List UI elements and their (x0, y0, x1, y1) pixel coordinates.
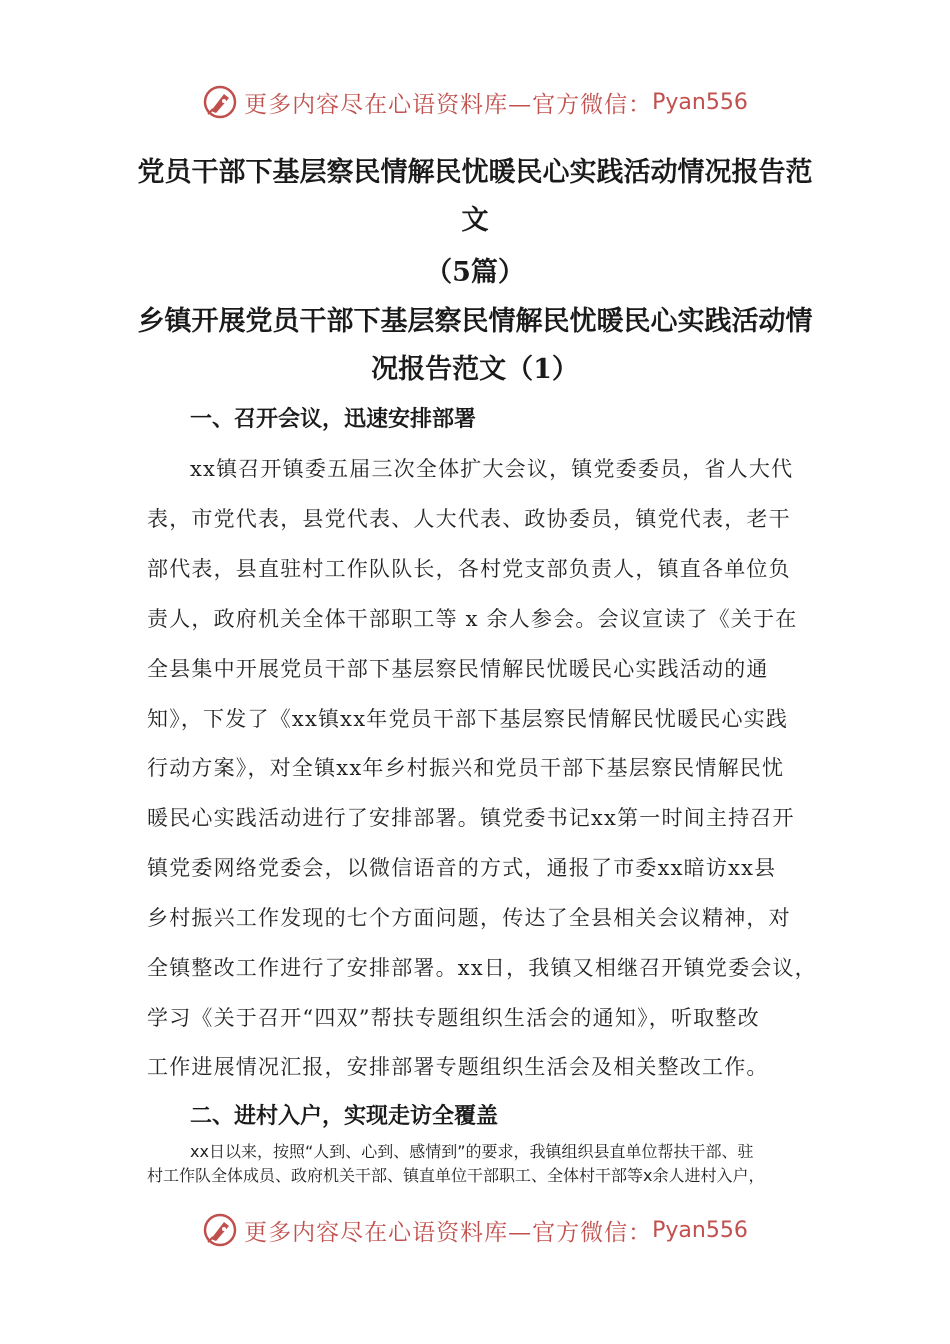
paragraph-line: 责人，政府机关全体干部职工等 x 余人参会。会议宣读了《关于在 (147, 607, 798, 631)
paragraph-line: 全县集中开展党员干部下基层察民情解民忧暖民心实践活动的通 (147, 657, 769, 681)
paragraph-line: 知》，下发了《xx镇xx年党员干部下基层察民情解民忧暖民心实践 (147, 707, 789, 731)
document-title-line-2: 文 (461, 205, 489, 236)
footer-banner (0, 1208, 950, 1252)
paragraph-line: xx镇召开镇委五届三次全体扩大会议，镇党委委员，省人大代 (190, 457, 794, 481)
paragraph-line: 暖民心实践活动进行了安排部署。镇党委书记xx第一时间主持召开 (147, 806, 795, 830)
paragraph-line: 学习《关于召开“四双”帮扶专题组织生活会的通知》，听取整改 (147, 1006, 760, 1030)
section-1-heading: 一、召开会议，迅速安排部署 (190, 406, 477, 432)
section-2-heading: 二、进村入户，实现走访全覆盖 (190, 1103, 499, 1129)
pen-nib-logo-icon (202, 84, 238, 120)
paragraph-line: 表，市党代表，县党代表、人大代表、政协委员，镇党代表，老干 (147, 507, 791, 531)
paragraph-line: 乡村振兴工作发现的七个方面问题，传达了全县相关会议精神，对 (147, 906, 791, 930)
banner-text: 更多内容尽在心语资料库—官方微信： (244, 91, 653, 118)
pen-nib-logo-icon (202, 1212, 238, 1248)
document-subtitle-line-2: 况报告范文（1） (371, 354, 579, 385)
header-banner (0, 80, 950, 124)
document-title-count: （5篇） (425, 257, 525, 288)
banner-wechat-id: Pyan556 (652, 1217, 748, 1243)
paragraph-line: 镇党委网络党委会，以微信语音的方式，通报了市委xx暗访xx县 (147, 856, 777, 880)
paragraph-line: xx日以来，按照“人到、心到、感情到”的要求，我镇组织县直单位帮扶干部、驻 (190, 1142, 754, 1161)
paragraph-line: 部代表，县直驻村工作队队长，各村党支部负责人，镇直各单位负 (147, 557, 791, 581)
paragraph-line: 行动方案》，对全镇xx年乡村振兴和党员干部下基层察民情解民忧 (147, 756, 785, 780)
paragraph-line: 村工作队全体成员、政府机关干部、镇直单位干部职工、全体村干部等x余人进村入户， (147, 1166, 765, 1185)
paragraph-line: 全镇整改工作进行了安排部署。xx日，我镇又相继召开镇党委会议， (147, 956, 817, 980)
document-subtitle-line-1: 乡镇开展党员干部下基层察民情解民忧暖民心实践活动情 (137, 306, 813, 337)
document-title-line-1: 党员干部下基层察民情解民忧暖民心实践活动情况报告范 (137, 157, 813, 188)
banner-text: 更多内容尽在心语资料库—官方微信： (244, 1219, 653, 1246)
paragraph-line: 工作进展情况汇报，安排部署专题组织生活会及相关整改工作。 (147, 1055, 769, 1079)
banner-wechat-id: Pyan556 (652, 89, 748, 115)
